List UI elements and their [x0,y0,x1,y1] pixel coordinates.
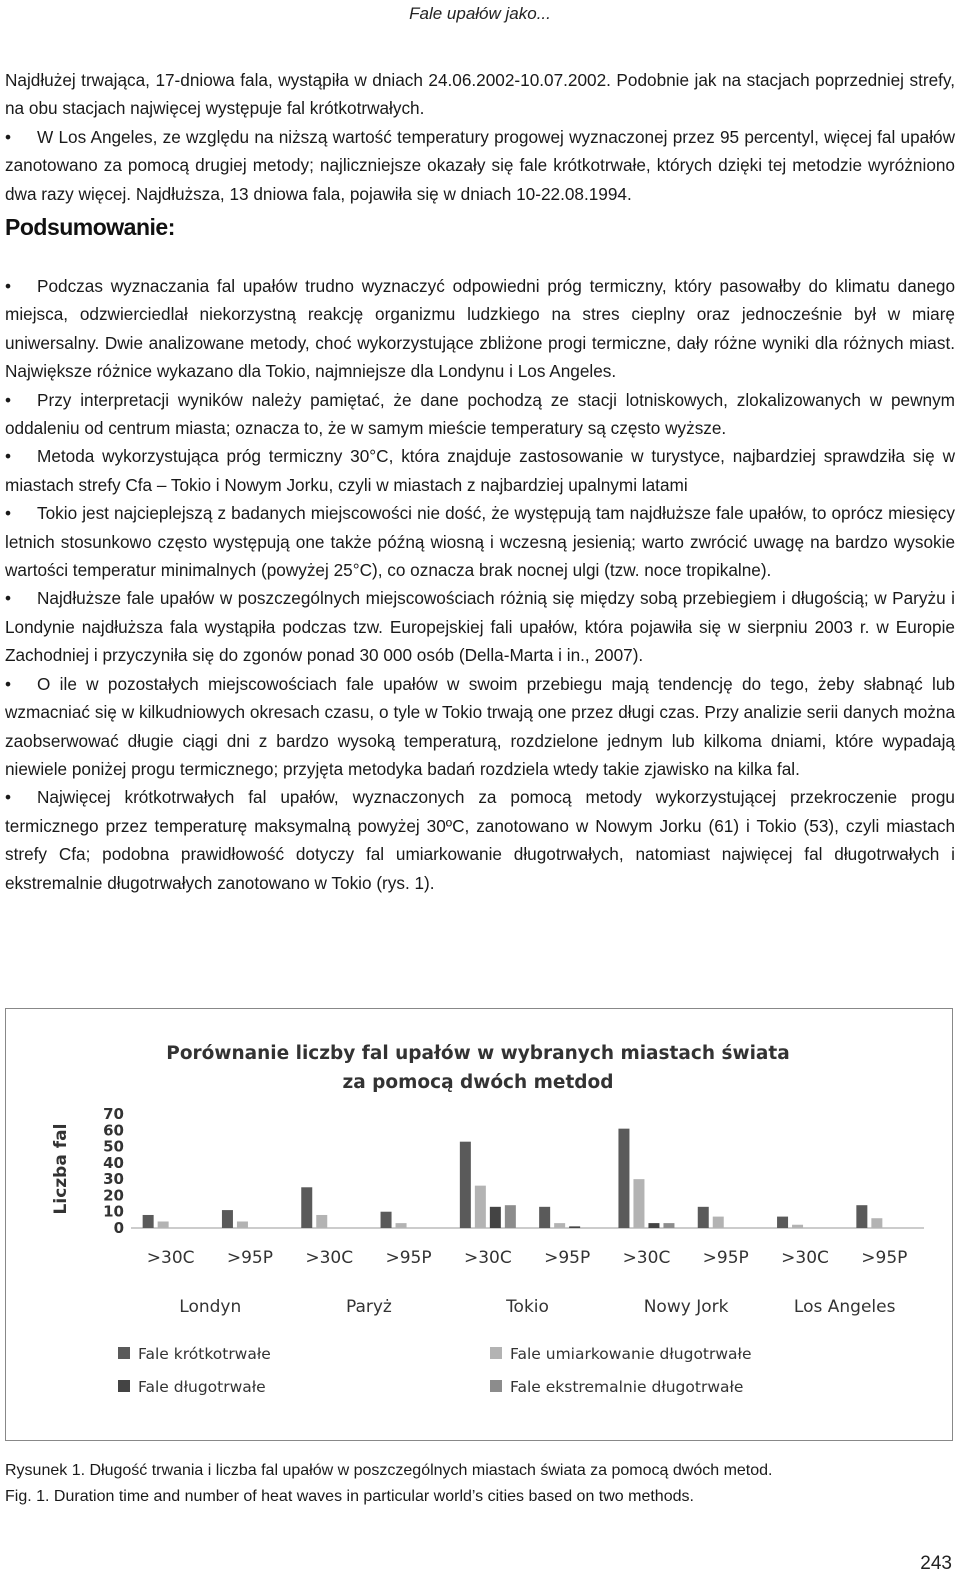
caption-en: Fig. 1. Duration time and number of heat waves in particular world’s cities based on two methods. [5,1488,694,1505]
city-label: Tokio [506,1297,549,1317]
summary-heading: Podsumowanie: [5,214,175,240]
chart-title-line2: za pomocą dwóch metdod [342,1072,614,1093]
x-tick-label: >30C [622,1248,671,1268]
summary-bullet-7: • Najwięcej krótkotrwałych fal upałów, wyznaczonych za pomocą metody wykorzystującej przekroczenie progu termicznego przez temperaturę maksymalną powyżej 30ºC, zanotowano w Nowym Jorku (61) i Tokio (53), czyli miastach strefy Cfa; podobna prawidłowość dotyczy fal umiarkowanie długotrwałych, natomiast najwięcej fal długotrwałych i ekstremalnie długotrwałych zanotowano w Tokio (rys. 1). [5,783,955,897]
bar [381,1212,392,1228]
bar [698,1207,709,1228]
legend-swatch [490,1380,502,1392]
bar [713,1217,724,1228]
legend-label: Fale ekstremalnie długotrwałe [510,1378,744,1396]
bar [490,1207,501,1228]
summary-bullet-4: • Tokio jest najcieplejszą z badanych miejscowości nie dość, że występują tam najdłuższe fale upałów, to oprócz miesięcy letnich stosunkowo często występują one także późną wiosną i wczesną jesienią; warto zwrócić uwagę na bardzo wysokie wartości temperatur minimalnych (powyżej 25°C), co oznacza brak nocnej ulgi (tzw. noce tropikalne). [5,499,955,584]
bar [158,1221,169,1228]
legend-label: Fale długotrwałe [138,1378,266,1396]
y-tick-label: 20 [103,1186,124,1205]
bar [777,1217,788,1228]
bar [569,1226,580,1228]
bar [663,1223,674,1228]
bar [475,1186,486,1228]
heat-wave-bar-chart [6,1009,951,1439]
y-tick-label: 60 [103,1121,124,1140]
summary-list [5,272,955,897]
bar [460,1142,471,1228]
figure-1 [5,1008,953,1441]
caption-pl: Rysunek 1. Długość trwania i liczba fal upałów w poszczególnych miastach świata za pomocą dwóch metod. [5,1462,773,1479]
legend-swatch [490,1347,502,1359]
x-tick-label: >30C [305,1248,354,1268]
chart-category-labels [147,1248,908,1317]
y-tick-label: 70 [103,1105,124,1123]
city-label: Londyn [179,1297,242,1317]
legend-label: Fale umiarkowanie długotrwałe [510,1345,752,1363]
bar [316,1215,327,1228]
page-number: 243 [920,1553,952,1574]
x-tick-label: >95P [702,1248,749,1268]
bar [237,1221,248,1228]
bar [505,1205,516,1228]
x-tick-label: >95P [226,1248,274,1268]
x-tick-label: >30C [781,1248,829,1268]
chart-legend [118,1345,752,1396]
bar [648,1223,659,1228]
y-tick-label: 10 [103,1202,124,1221]
x-tick-label: >95P [385,1248,432,1268]
chart-bars [143,1129,883,1228]
summary-bullet-5: • Najdłuższe fale upałów w poszczególnych miejscowościach różnią się między sobą przebiegiem i długością; w Paryżu i Londynie najdłuższa fala wystąpiła podczas tzw. Europejskiej fali upałów, która pojawiła się w sierpniu 2003 r. w Europie Zachodniej i przyczyniła się do zgonów ponad 30 000 osób (Della-Marta i in., 2007). [5,584,955,669]
chart-title-line1: Porównanie liczby fal upałów w wybranych miastach świata [166,1043,790,1064]
city-label: Nowy Jork [643,1297,729,1317]
summary-bullet-1: • Podczas wyznaczania fal upałów trudno wyznaczyć odpowiedni próg termiczny, który pasowałby do klimatu danego miejsca, odzwierciedlał niekorzystną reakcję organizmu ludzkiego na stres cieplny oraz jednocześnie był w miarę uniwersalny. Dwie analizowane metody, choć wykorzystujące zbliżone progi termiczne, dały różne wyniki dla różnych miast. Największe różnice wykazano dla Tokio, najmniejsze dla Londynu i Los Angeles. [5,272,955,386]
bar [633,1179,644,1228]
bar [856,1205,867,1228]
bar [396,1223,407,1228]
summary-bullet-6: • O ile w pozostałych miejscowościach fale upałów w swoim przebiegu mają tendencję do tego, żeby słabnąć lub wzmacniać się w kilkudniowych okresach czasu, o tyle w Tokio trwają one przez długi czas. Przy analizie serii danych można zaobserwować długie ciągi dni z bardzo wysoką temperaturą, rozdzielone jednym lub kilkoma dniami, które wypadają niewiele poniżej progu termicznego; przyjęta metodyka badań rozdziela wtedy takie zjawisko na kilka fal. [5,670,955,784]
bar [539,1207,550,1228]
bar [222,1210,233,1228]
y-tick-label: 30 [103,1170,124,1189]
legend-label: Fale krótkotrwałe [138,1345,271,1363]
y-tick-label: 0 [113,1219,124,1237]
los-angeles-bullet: • W Los Angeles, ze względu na niższą wartość temperatury progowej wyznaczonej przez 95 percentyl, więcej fal upałów zanotowano za pomocą drugiej metody; najliczniejsze okazały się fale krótkotrwałe, których dzięki tej metodzie wyróżniono dwa razy więcej. Najdłuższa, 13 dniowa fala, pojawiła się w dniach 10-22.08.1994. [5,123,955,208]
city-label: Paryż [345,1297,392,1317]
y-tick-label: 40 [103,1153,124,1172]
summary-bullet-2: • Przy interpretacji wyników należy pamiętać, że dane pochodzą ze stacji lotniskowych, zlokalizowanych w pewnym oddaleniu od centrum miasta; oznacza to, że w samym mieście temperatury są często wyższe. [5,386,955,443]
bar [143,1215,154,1228]
intro-paragraph: Najdłużej trwająca, 17-dniowa fala, wystąpiła w dniach 24.06.2002-10.07.2002. Podobnie jak na stacjach poprzedniej strefy, na obu stacjach najwięcej występuje fal krótkotrwałych. [5,70,955,119]
bar [792,1225,803,1228]
summary-bullet-3: • Metoda wykorzystująca próg termiczny 30°C, która znajduje zastosowanie w turystyce, najbardziej sprawdziła się w miastach strefy Cfa – Tokio i Nowym Jorku, czyli w miastach z najbardziej upalnymi latami [5,442,955,499]
running-head: Fale upałów jako... [409,4,551,23]
y-tick-label: 50 [103,1137,124,1156]
x-tick-label: >95P [861,1248,908,1268]
intro-text [5,66,955,208]
legend-swatch [118,1380,130,1392]
bar [871,1218,882,1228]
bar [618,1129,629,1228]
y-axis-label: Liczba fal [51,1123,71,1215]
legend-swatch [118,1347,130,1359]
city-label: Los Angeles [793,1297,896,1317]
x-tick-label: >30C [146,1248,195,1268]
bar [301,1187,312,1228]
x-tick-label: >30C [463,1248,512,1268]
bar [554,1223,565,1228]
x-tick-label: >95P [544,1248,591,1268]
